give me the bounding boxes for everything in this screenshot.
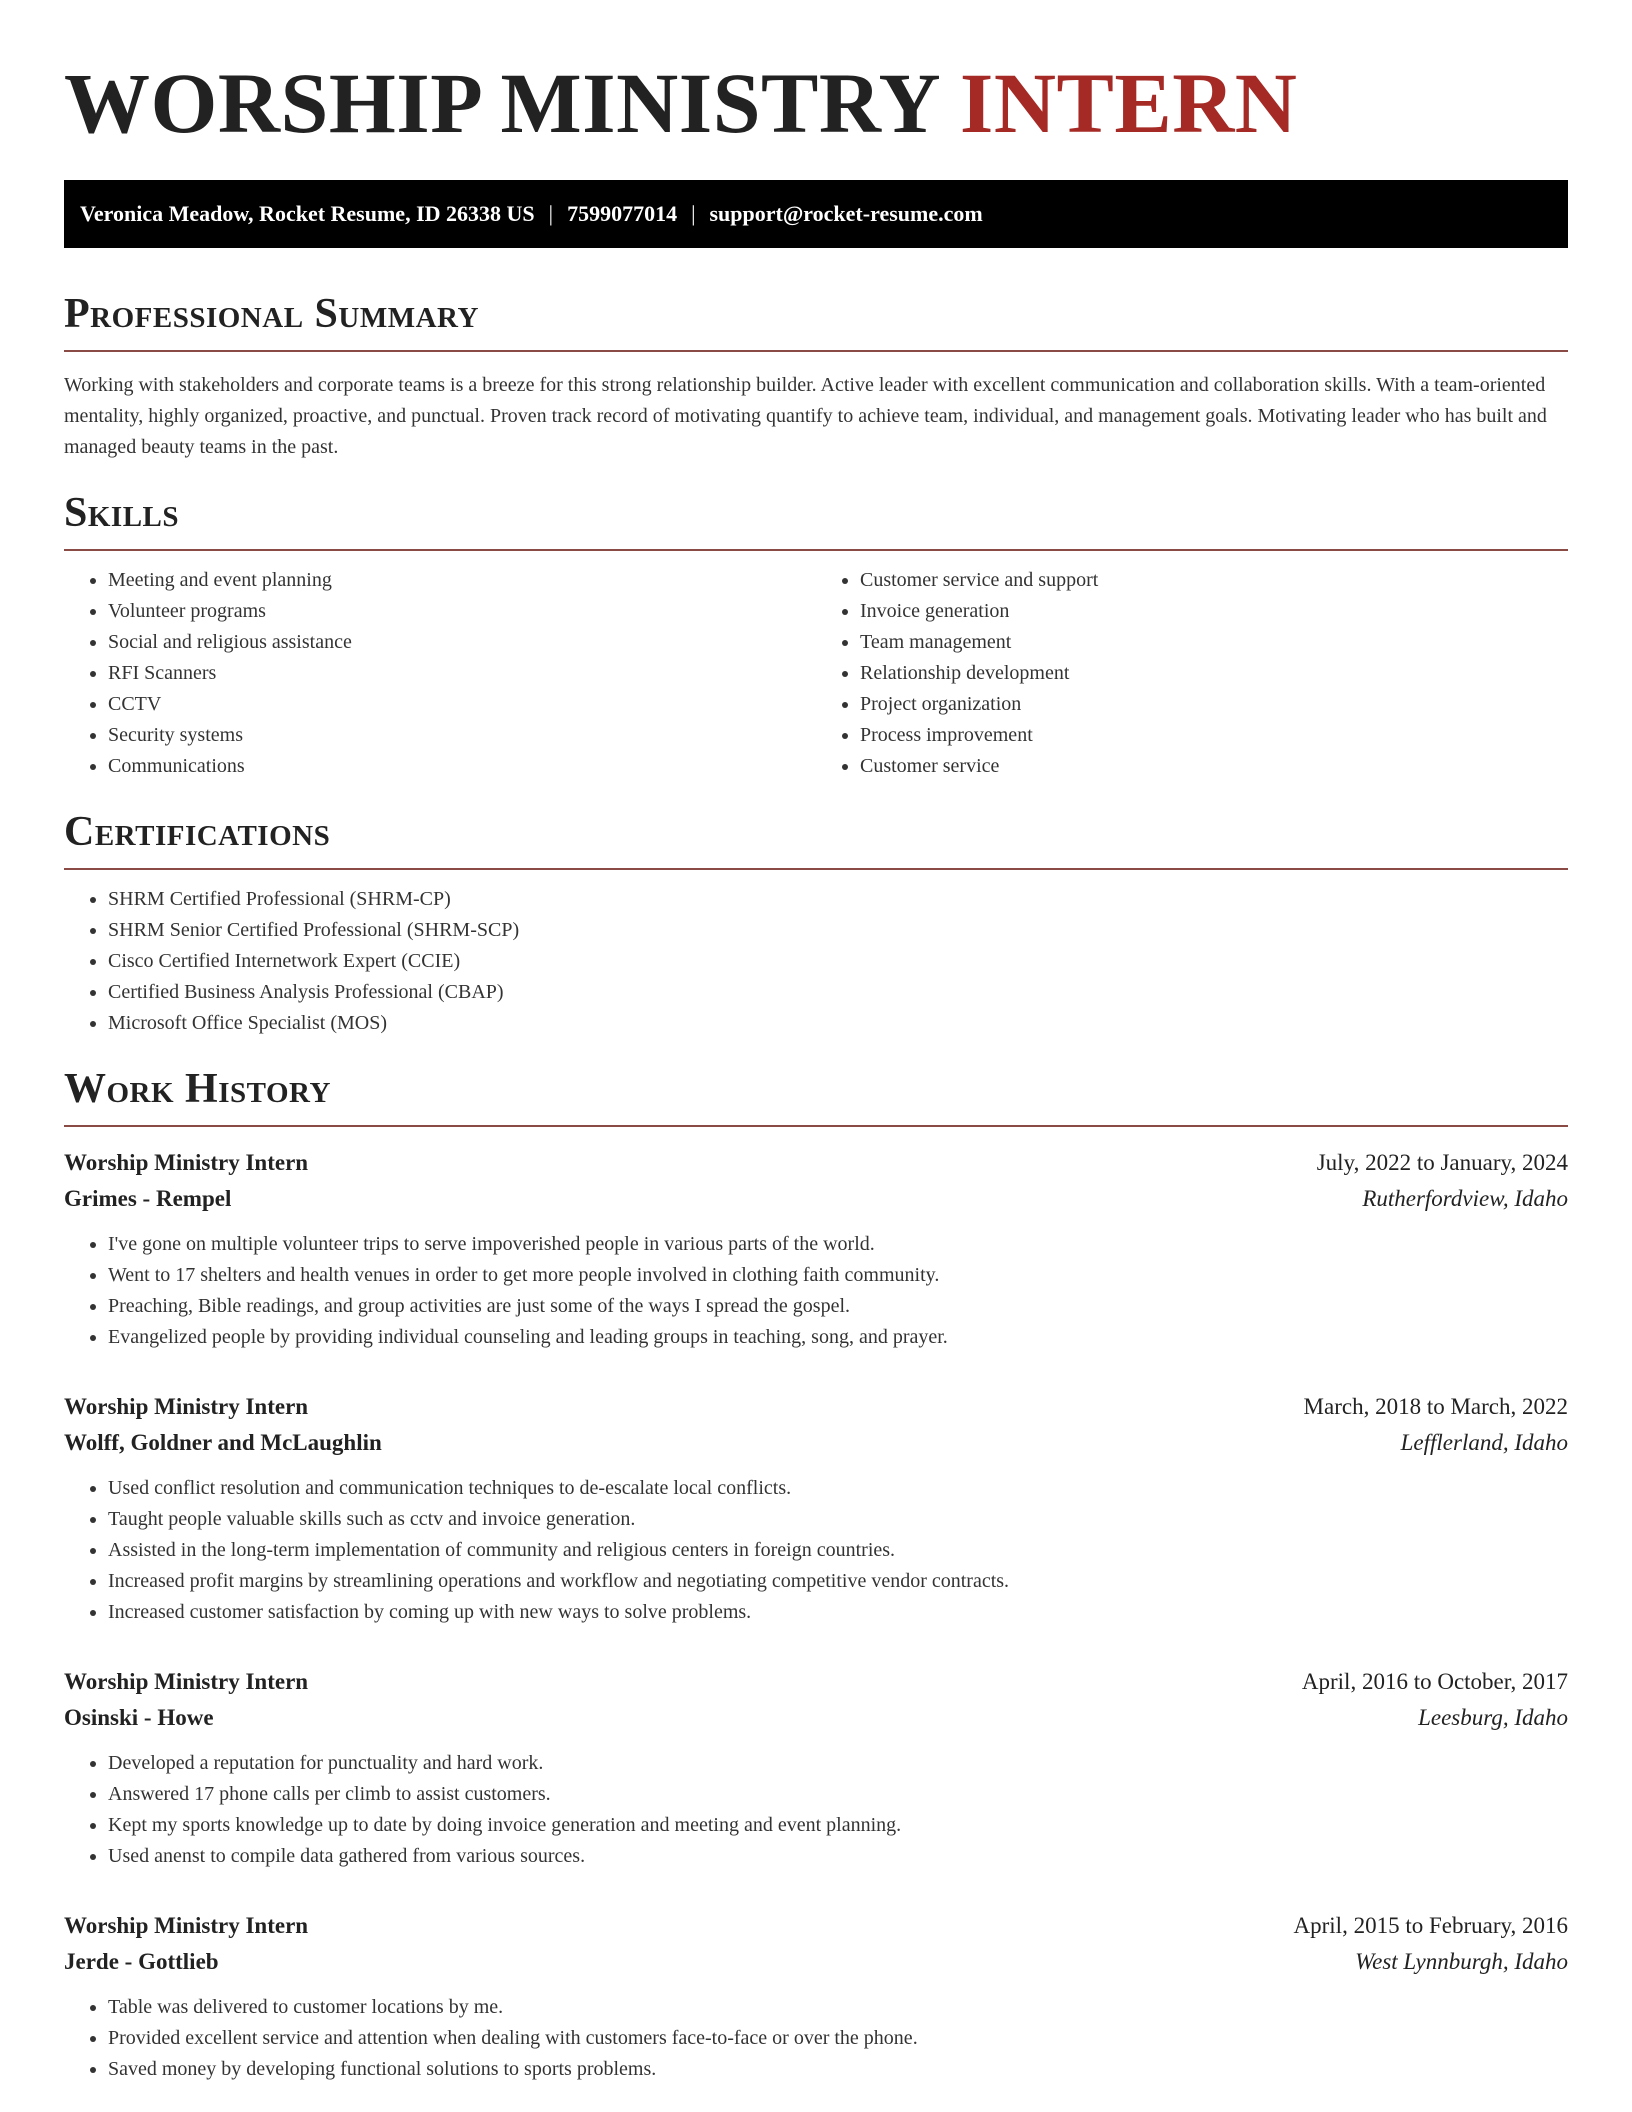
job-entry: [64, 1908, 1568, 2085]
certification-item: • SHRM Certified Professional (SHRM-CP): [108, 884, 1568, 915]
job-bullet: • Saved money by developing functional solutions to sports problems.: [108, 2054, 1568, 2085]
skill-item: • Communications: [108, 751, 816, 782]
job-bullet: • Answered 17 phone calls per climb to assist customers.: [108, 1779, 1568, 1810]
certifications-heading: Certifications: [64, 808, 1568, 870]
skills-list-right: [816, 565, 1568, 782]
summary-section: [64, 290, 1568, 463]
skill-item: • RFI Scanners: [108, 658, 816, 689]
job-bullet: • Taught people valuable skills such as cctv and invoice generation.: [108, 1504, 1568, 1535]
job-bullet: • Table was delivered to customer locations by me.: [108, 1992, 1568, 2023]
job-company: Grimes - Rempel: [64, 1186, 232, 1211]
contact-bar: [64, 180, 1568, 248]
job-entry: [64, 1664, 1568, 1872]
job-dates: July, 2022 to January, 2024: [1316, 1150, 1568, 1175]
skill-item: • Volunteer programs: [108, 596, 816, 627]
job-header-row: [64, 1389, 1568, 1425]
certification-item: • Microsoft Office Specialist (MOS): [108, 1008, 1568, 1039]
job-bullet: • Provided excellent service and attention when dealing with customers face-to-face or over the phone.: [108, 2023, 1568, 2054]
job-bullet: • Preaching, Bible readings, and group activities are just some of the ways I spread the gospel.: [108, 1291, 1568, 1322]
job-location: Leesburg, Idaho: [1418, 1705, 1568, 1730]
work-history-section: [64, 1065, 1568, 2085]
job-bullets: [64, 1473, 1568, 1628]
skills-grid: [64, 551, 1568, 782]
certification-item: • SHRM Senior Certified Professional (SHRM-SCP): [108, 915, 1568, 946]
job-bullet: • Used anenst to compile data gathered from various sources.: [108, 1841, 1568, 1872]
job-company-row: [64, 1425, 1568, 1461]
job-bullet: • Went to 17 shelters and health venues in order to get more people involved in clothing faith community.: [108, 1260, 1568, 1291]
job-bullet: • I've gone on multiple volunteer trips to serve impoverished people in various parts of the world.: [108, 1229, 1568, 1260]
contact-address: Veronica Meadow, Rocket Resume, ID 26338 US: [80, 201, 535, 226]
job-header-row: [64, 1145, 1568, 1181]
job-bullets: [64, 1229, 1568, 1353]
job-location: Lefflerland, Idaho: [1400, 1430, 1568, 1455]
job-header-row: [64, 1908, 1568, 1944]
job-bullet: • Used conflict resolution and communication techniques to de-escalate local conflicts.: [108, 1473, 1568, 1504]
skill-item: • Project organization: [860, 689, 1568, 720]
job-title: Worship Ministry Intern: [64, 1394, 309, 1419]
title-accent: INTERN: [959, 55, 1298, 151]
job-entry: [64, 1145, 1568, 1353]
skill-item: • Security systems: [108, 720, 816, 751]
job-dates: March, 2018 to March, 2022: [1303, 1394, 1568, 1419]
skill-item: • Invoice generation: [860, 596, 1568, 627]
skill-item: • Process improvement: [860, 720, 1568, 751]
job-bullet: • Developed a reputation for punctuality and hard work.: [108, 1748, 1568, 1779]
certification-item: • Certified Business Analysis Professional (CBAP): [108, 977, 1568, 1008]
job-bullet: • Increased customer satisfaction by coming up with new ways to solve problems.: [108, 1597, 1568, 1628]
skill-item: • Customer service: [860, 751, 1568, 782]
certification-item: • Cisco Certified Internetwork Expert (CCIE): [108, 946, 1568, 977]
job-location: Rutherfordview, Idaho: [1362, 1186, 1568, 1211]
resume-title: [64, 0, 1568, 154]
contact-email: support@rocket-resume.com: [709, 201, 983, 226]
skills-heading: Skills: [64, 489, 1568, 551]
job-dates: April, 2015 to February, 2016: [1293, 1913, 1568, 1938]
skill-item: • Team management: [860, 627, 1568, 658]
job-company: Jerde - Gottlieb: [64, 1949, 219, 1974]
work-history-heading: Work History: [64, 1065, 1568, 1127]
job-company-row: [64, 1944, 1568, 1980]
title-main: WORSHIP MINISTRY: [64, 55, 938, 151]
job-company-row: [64, 1181, 1568, 1217]
job-title: Worship Ministry Intern: [64, 1669, 309, 1694]
job-bullet: • Increased profit margins by streamlining operations and workflow and negotiating competitive vendor contracts.: [108, 1566, 1568, 1597]
skill-item: • CCTV: [108, 689, 816, 720]
job-company-row: [64, 1700, 1568, 1736]
summary-text: Working with stakeholders and corporate teams is a breeze for this strong relationship builder. Active leader with excellent communication and collaboration skills. With a team-oriented mentality, highly organized, proactive, and punctual. Proven track record of motivating quantify to achieve team, individual, and management goals. Motivating leader who has built and managed beauty teams in the past.: [64, 374, 1547, 458]
skills-list-left: [64, 565, 816, 782]
job-bullets: [64, 1748, 1568, 1872]
skill-item: • Relationship development: [860, 658, 1568, 689]
contact-separator: |: [548, 201, 554, 226]
skills-section: [64, 489, 1568, 782]
skill-item: • Customer service and support: [860, 565, 1568, 596]
summary-heading: Professional Summary: [64, 290, 1568, 352]
job-bullet: • Kept my sports knowledge up to date by doing invoice generation and meeting and event planning.: [108, 1810, 1568, 1841]
job-dates: April, 2016 to October, 2017: [1301, 1669, 1568, 1694]
contact-phone: 7599077014: [567, 201, 678, 226]
job-company: Wolff, Goldner and McLaughlin: [64, 1430, 382, 1455]
job-company: Osinski - Howe: [64, 1705, 214, 1730]
contact-separator: |: [691, 201, 696, 226]
job-header-row: [64, 1664, 1568, 1700]
job-location: West Lynnburgh, Idaho: [1355, 1949, 1568, 1974]
skill-item: • Meeting and event planning: [108, 565, 816, 596]
job-entry: [64, 1389, 1568, 1628]
certifications-list: [64, 884, 1568, 1039]
job-bullet: • Evangelized people by providing individual counseling and leading groups in teaching, song, and prayer.: [108, 1322, 1568, 1353]
skill-item: • Social and religious assistance: [108, 627, 816, 658]
job-bullets: [64, 1992, 1568, 2085]
job-bullet: • Assisted in the long-term implementation of community and religious centers in foreign countries.: [108, 1535, 1568, 1566]
job-title: Worship Ministry Intern: [64, 1913, 309, 1938]
job-title: Worship Ministry Intern: [64, 1150, 309, 1175]
certifications-section: [64, 808, 1568, 1039]
